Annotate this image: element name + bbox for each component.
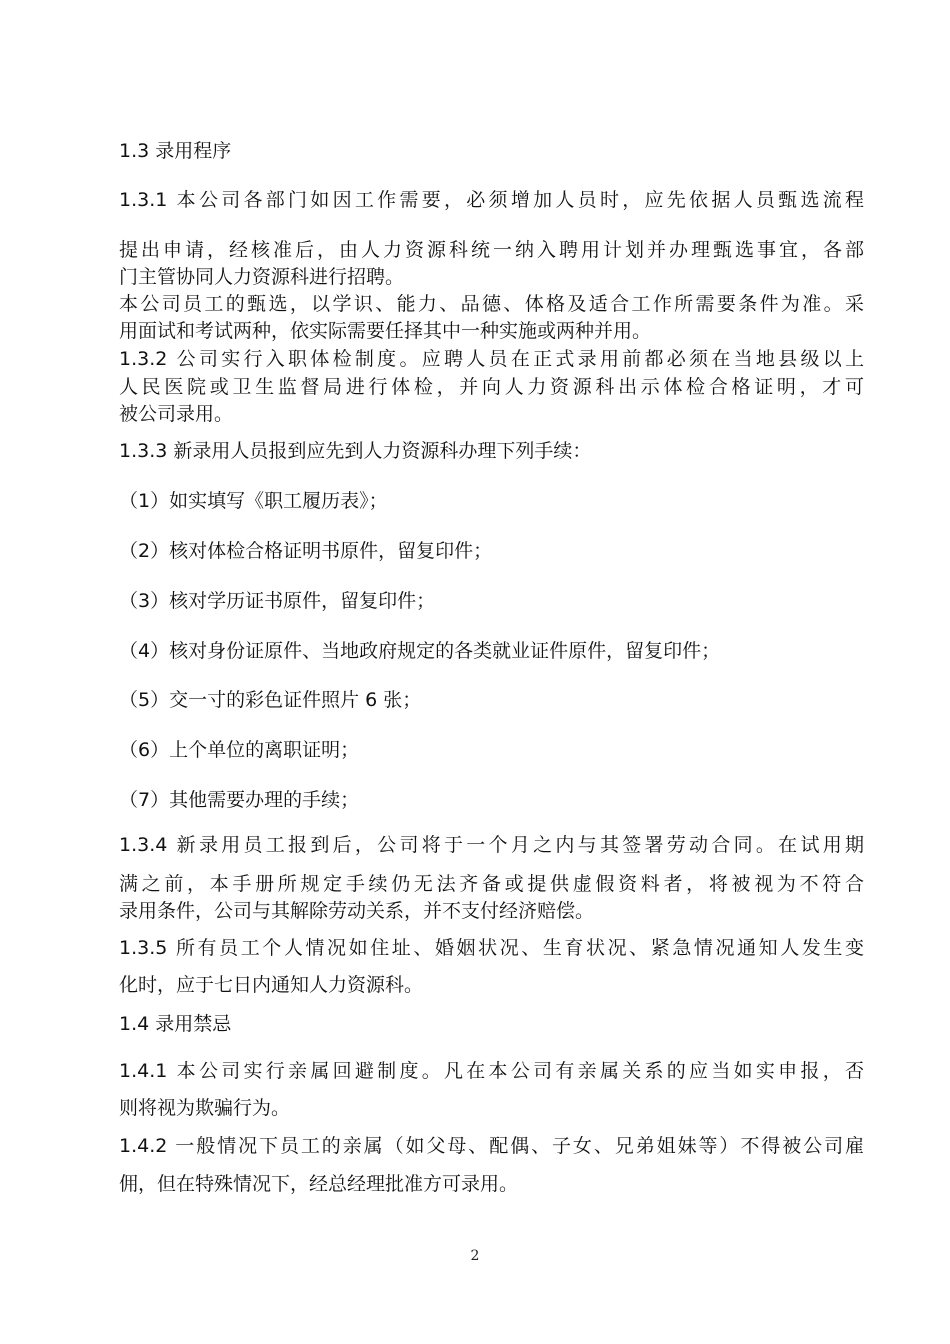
paragraph-1-3-1-line: 门主管协同人力资源科进行招聘。 — [119, 266, 405, 288]
list-item-4: （4）核对身份证原件、当地政府规定的各类就业证件原件，留复印件； — [119, 640, 721, 662]
paragraph-selection-line: 用面试和考试两种，依实际需要任择其中一种实施或两种并用。 — [119, 320, 652, 342]
list-item-7: （7）其他需要办理的手续； — [119, 789, 360, 811]
list-item-5: （5）交一寸的彩色证件照片 6 张； — [119, 689, 422, 711]
paragraph-1-3-4-line: 满之前，本手册所规定手续仍无法齐备或提供虚假资料者，将被视为不符合 — [119, 873, 864, 895]
paragraph-1-3-2-line: 被公司录用。 — [119, 403, 234, 425]
paragraph-1-3-1-line: 提出申请，经核准后，由人力资源科统一纳入聘用计划并办理甄选事宜，各部 — [119, 239, 864, 261]
paragraph-1-3-1-line: 1.3.1 本公司各部门如因工作需要，必须增加人员时，应先依据人员甄选流程 — [119, 189, 864, 211]
section-heading-1-3: 1.3 录用程序 — [119, 140, 232, 162]
paragraph-1-3-5-line: 化时，应于七日内通知人力资源科。 — [119, 974, 424, 996]
paragraph-1-3-4-line: 1.3.4 新录用员工报到后，公司将于一个月之内与其签署劳动合同。在试用期 — [119, 834, 864, 856]
paragraph-1-3-2-line: 人民医院或卫生监督局进行体检，并向人力资源科出示体检合格证明，才可 — [119, 376, 864, 398]
page-number: 2 — [470, 1248, 480, 1264]
list-item-3: （3）核对学历证书原件，留复印件； — [119, 590, 436, 612]
paragraph-1-4-1-line: 1.4.1 本公司实行亲属回避制度。凡在本公司有亲属关系的应当如实申报，否 — [119, 1060, 864, 1082]
paragraph-1-3-2-line: 1.3.2 公司实行入职体检制度。应聘人员在正式录用前都必须在当地县级以上 — [119, 348, 864, 370]
paragraph-1-3-3: 1.3.3 新录用人员报到应先到人力资源科办理下列手续： — [119, 440, 592, 462]
list-item-6: （6）上个单位的离职证明； — [119, 739, 360, 761]
paragraph-1-4-1-line: 则将视为欺骗行为。 — [119, 1097, 291, 1119]
paragraph-selection-line: 本公司员工的甄选，以学识、能力、品德、体格及适合工作所需要条件为准。采 — [119, 293, 864, 315]
section-heading-1-4: 1.4 录用禁忌 — [119, 1013, 232, 1035]
list-item-1: （1）如实填写《职工履历表》； — [119, 490, 388, 512]
paragraph-1-4-2-line: 佣，但在特殊情况下，经总经理批准方可录用。 — [119, 1173, 519, 1195]
paragraph-1-4-2-line: 1.4.2 一般情况下员工的亲属（如父母、配偶、子女、兄弟姐妹等）不得被公司雇 — [119, 1135, 864, 1157]
list-item-2: （2）核对体检合格证明书原件，留复印件； — [119, 540, 493, 562]
paragraph-1-3-4-line: 录用条件，公司与其解除劳动关系，并不支付经济赔偿。 — [119, 900, 595, 922]
paragraph-1-3-5-line: 1.3.5 所有员工个人情况如住址、婚姻状况、生育状况、紧急情况通知人发生变 — [119, 937, 864, 959]
